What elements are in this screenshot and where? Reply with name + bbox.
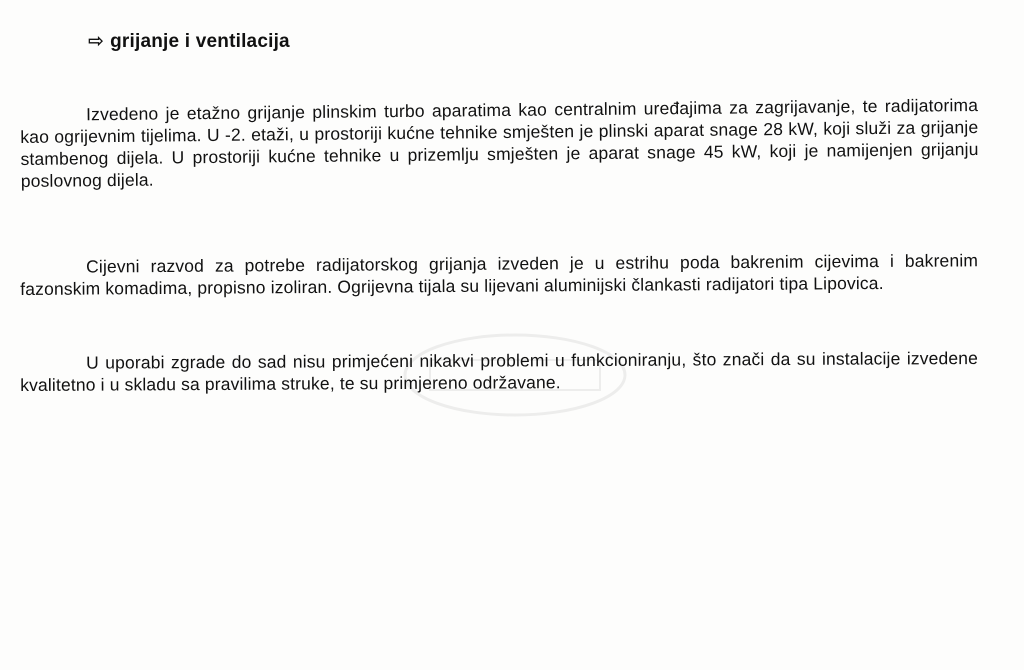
section-heading (88, 30, 290, 53)
paragraph-text: Cijevni razvod za potrebe radijatorskog grijanja izveden je u estrihu poda bakrenim cijevima i bakrenim fazonskim komadima, propisno izoliran. Ogrijevna tijala su lijevani aluminijski člankasti radijatori tipa Lipovica. (20, 250, 979, 299)
paragraph-text: U uporabi zgrade do sad nisu primjećeni nikakvi problemi u funkcioniranju, što znači da su instalacije izvedene kvalitetno i u skladu sa pravilima struke, te su primjereno održavane. (20, 347, 979, 395)
paragraph-indent (20, 120, 86, 121)
paragraph-heating-system (20, 94, 979, 192)
paragraph-building-use (20, 347, 978, 396)
right-arrow-icon: ⇨ (88, 31, 105, 52)
section-heading-text: grijanje i ventilacija (110, 31, 290, 52)
paragraph-text: Izvedeno je etažno grijanje plinskim turbo aparatima kao centralnim uređajima za zagrijavanje, te radijatorima kao ogrijevnim tijelima. U -2. etaži, u prostoriji kućne tehnike smješten je plinski aparat snage 28 kW, koji služi za grijanje stambenog dijela. U prostoriji kućne tehnike u prizemlju smješten je aparat snage 45 kW, koji je namijenjen grijanju poslovnog dijela. (20, 94, 979, 191)
paragraph-pipe-distribution (20, 249, 978, 300)
